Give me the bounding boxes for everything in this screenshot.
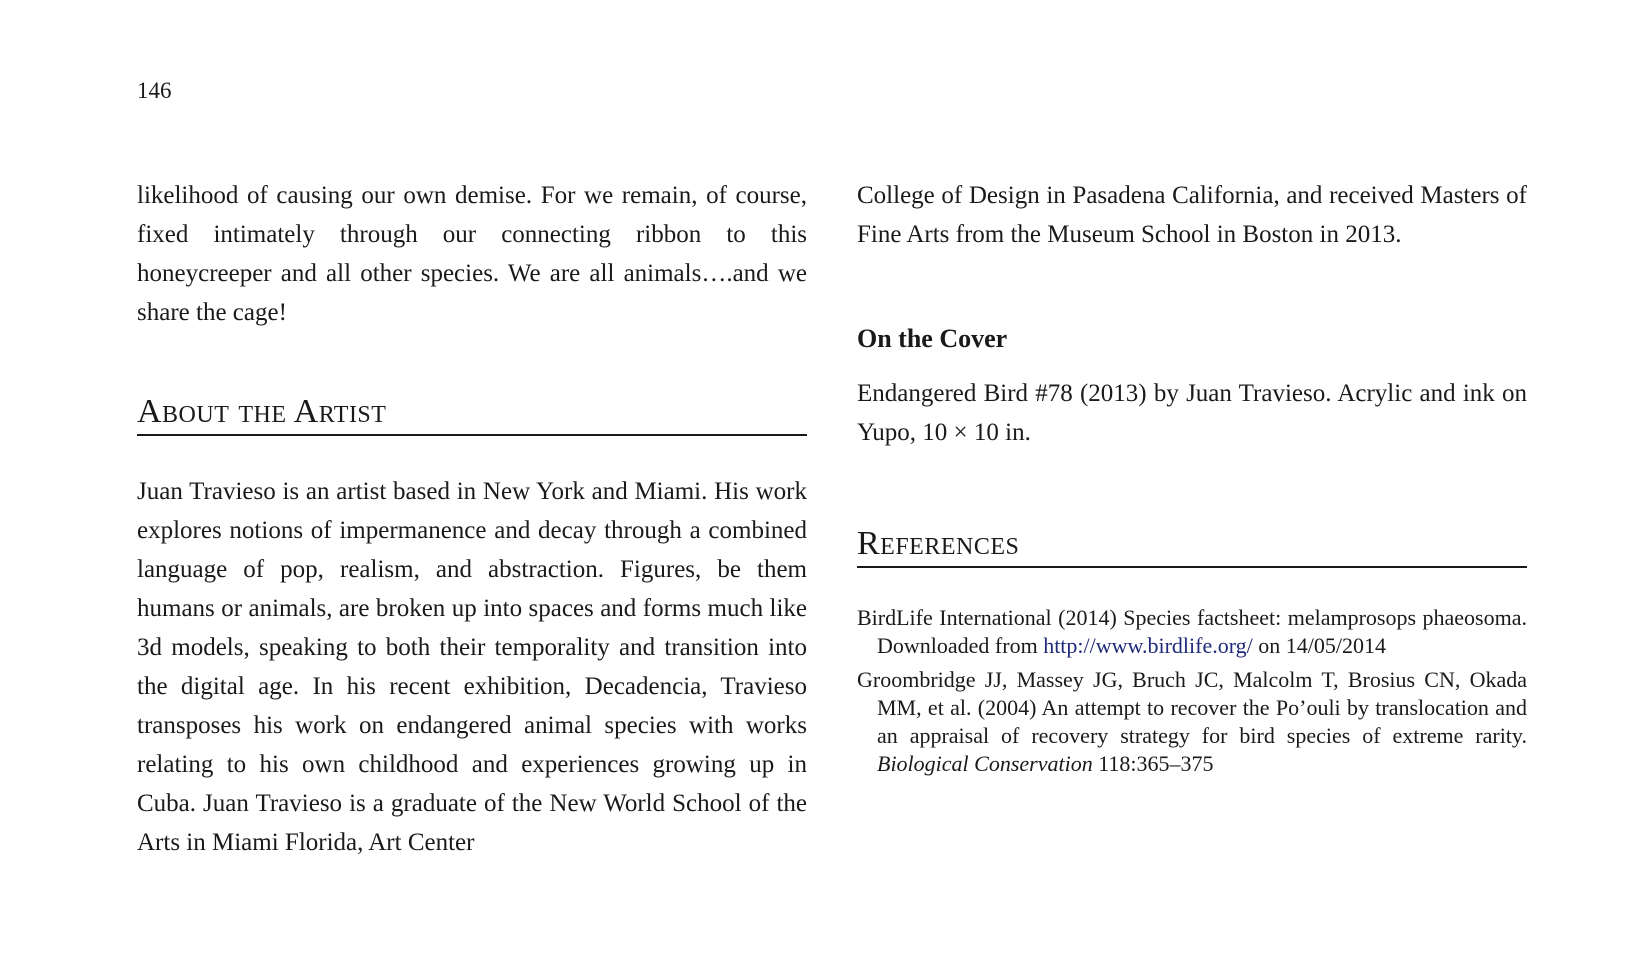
reference-text-after: on 14/05/2014 [1252, 633, 1387, 658]
reference-text: BirdLife International (2014) Species factsheet: melamprosops phaeosoma. Downloaded from [857, 605, 1527, 658]
references-list [857, 604, 1527, 778]
reference-journal: Biological Conservation [877, 751, 1093, 776]
reference-item [857, 666, 1527, 778]
about-artist-heading: About the Artist [137, 392, 807, 436]
references-heading: References [857, 524, 1527, 568]
artist-bio-continuation: College of Design in Pasadena California, and received Masters of Fine Arts from the Museum School in Boston in 2013. [857, 182, 1527, 248]
page-number: 146 [137, 78, 172, 103]
artist-bio-paragraph: Juan Travieso is an artist based in New York and Miami. His work explores notions of impermanence and decay through a combined language of pop, realism, and abstraction. Figures, be them humans or animals, are broken up into spaces and forms much like 3d models, speaking to both their temporality and transition into the digital age. In his recent exhibition, Decadencia, Travieso transposes his work on endangered animal species with works relating to his own childhood and experiences growing up in Cuba. Juan Travieso is a graduate of the New World School of the Arts in Miami Florida, Art Center [137, 478, 807, 856]
reference-link[interactable]: http://www.birdlife.org/ [1043, 633, 1253, 658]
cover-description: Endangered Bird #78 (2013) by Juan Travieso. Acrylic and ink on Yupo, 10 × 10 in. [857, 380, 1527, 446]
reference-text-after: 118:365–375 [1092, 751, 1214, 776]
reference-text: Groombridge JJ, Massey JG, Bruch JC, Malcolm T, Brosius CN, Okada MM, et al. (2004) An attempt to recover the Po’ouli by translocation and an appraisal of recovery strategy for bird species of extreme rarity. [857, 667, 1527, 748]
right-column [857, 176, 1527, 784]
cover-heading: On the Cover [857, 324, 1008, 353]
intro-paragraph: likelihood of causing our own demise. For we remain, of course, fixed intimately through our connecting ribbon to this honeycreeper and all other species. We are all animals….and we share the cage! [137, 182, 807, 326]
left-column [137, 176, 807, 862]
reference-item [857, 604, 1527, 660]
